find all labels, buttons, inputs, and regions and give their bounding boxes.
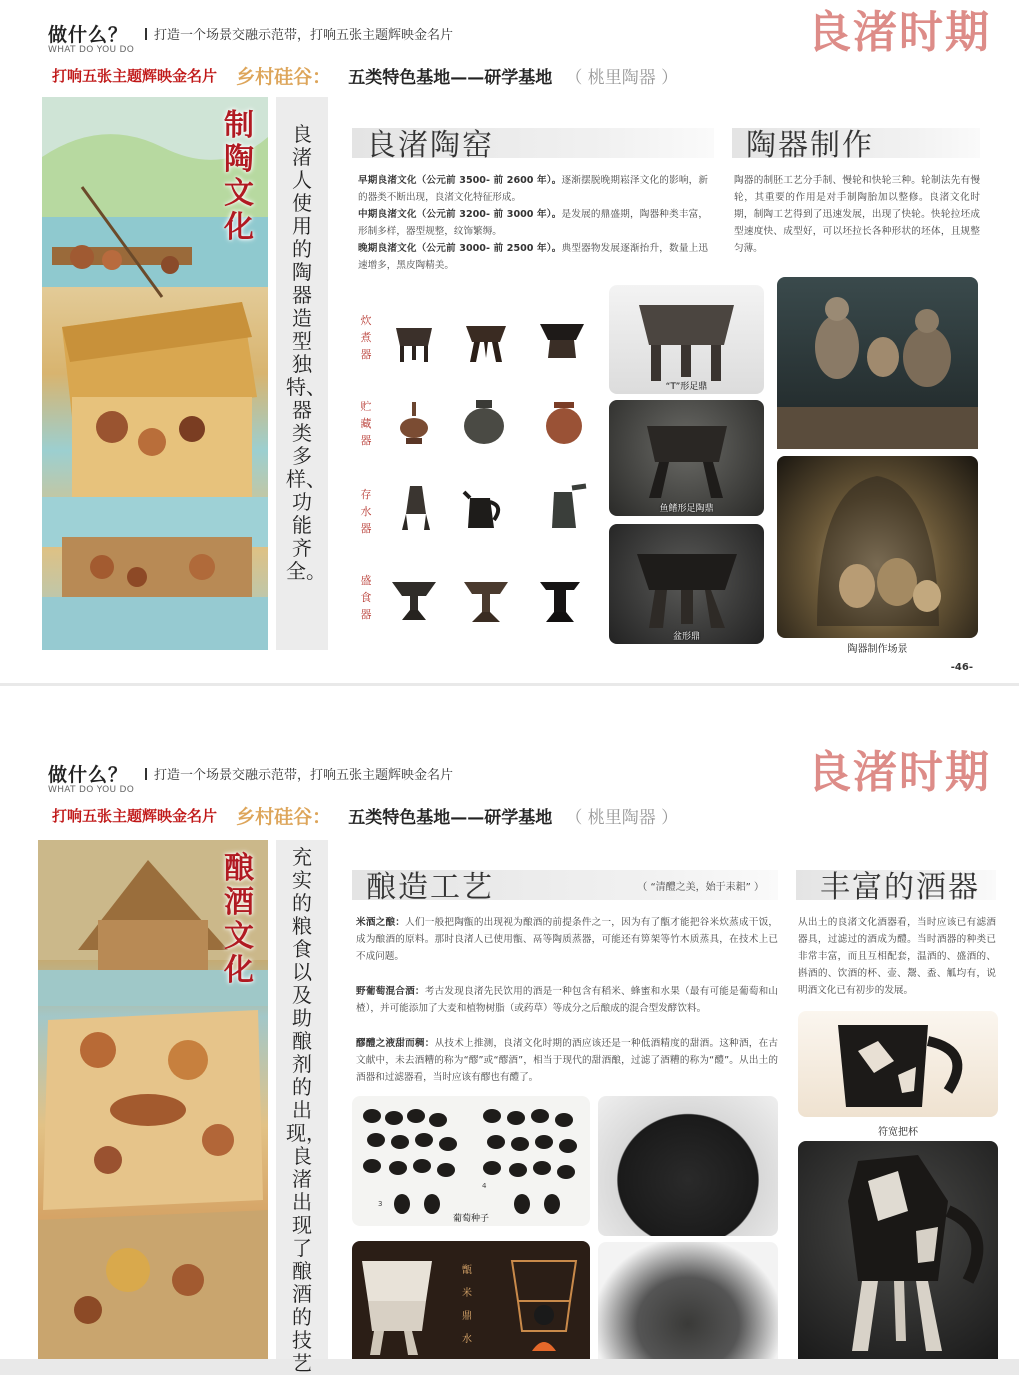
vessel-dou-2 (462, 576, 510, 624)
kiln-section-header (352, 128, 714, 163)
theme-bar-red-2: 打响五张主题辉映金名片 (52, 807, 218, 825)
photo-grain-heap (598, 1242, 778, 1359)
making-description: 陶器的制胚工艺分手制、慢轮和快轮三种。轮制法先有慢轮，其重要的作用是对手制陶胎加以整修。良渚文化时期，制陶工艺得到了迅速发展，出现了快轮。快轮拉坯成型速度快、成型好，可以坯拉长各种形状的坯体，且规整匀薄。 (734, 175, 980, 254)
caption-grape-seeds: 葡萄种子 (452, 1214, 489, 1224)
handle-cup-art (798, 1011, 998, 1117)
kiln-title: 良渚陶窑 (366, 128, 494, 163)
making-title: 陶器制作 (746, 128, 874, 163)
making-section-header (732, 128, 980, 163)
category-storage: 贮藏器 (360, 400, 372, 447)
t-foot-ding-art (609, 285, 764, 394)
kiln-para-late: 晚期良渚文化（公元前 3000- 前 2500 年）。典型器物发展逐渐抬升，数量上迅速增多，黑皮陶精美。 (358, 243, 709, 271)
brew-para-grape-wine: 野葡萄混合酒：考古发现良渚先民饮用的酒是一种包含有稻米、蜂蜜和水果（最有可能是葡萄和山楂），并可能添加了大麦和植物树脂（或药草）等成分之后酿成的混合型发酵饮料。 (356, 986, 778, 1014)
basin-ding-art (609, 524, 764, 644)
diagram-labels: 甑 米 鼎 水 (462, 1265, 472, 1345)
photo-fin-foot-ding (609, 400, 764, 516)
vessel-ding-1 (390, 318, 438, 366)
theme-bar-dark-2: 五类特色基地——研学基地 (348, 808, 553, 828)
brewing-illustration (38, 840, 268, 1359)
page-46 (0, 0, 1019, 683)
vessel-ding-3 (538, 318, 586, 366)
theme-bar-grey-2: （ 桃里陶器 ） (565, 808, 679, 828)
caption-t-foot-ding: “T”形足鼎 (665, 382, 708, 392)
brew-para-rice-wine: 米酒之酿：人们一般把陶甑的出现视为酿酒的前提条件之一，因为有了甑才能把谷米炊蒸成干饭，成为酿酒的原料。那时良渚人已使用甑、鬲等陶质蒸器，可能还有箅架等竹木质蒸具，在技术上已不成问题。 (356, 917, 779, 962)
caption-fin-foot-ding: 鱼鳍形足陶鼎 (659, 504, 714, 514)
brewing-description (356, 914, 778, 1086)
theme-bar-gold-2: 乡村硅谷： (236, 806, 332, 828)
header-tagline: 打造一个场景交融示范带，打响五张主题辉映金名片 (145, 24, 453, 43)
vessels-description: 从出土的良渚文化酒器看，当时应该已有滤酒器具，过滤过的酒成为醴。当时酒器的种类已非常丰富，而且互相配套，温酒的、盛酒的、斟酒的、饮酒的杯、壶、鬶、盉、觚均有，说明酒文化已有初步的发展。 (798, 917, 996, 996)
vessel-jar-2 (460, 398, 508, 446)
period-title: 良渚时期 (807, 7, 991, 58)
brewing-vertical-caption (276, 840, 328, 1375)
pottery-vertical-caption (276, 97, 328, 650)
photo-pottery-figures (777, 277, 978, 449)
category-water: 存水器 (360, 488, 372, 535)
photo-tripod-he (798, 1141, 998, 1359)
header-subtitle: WHAT DO YOU DO (48, 45, 135, 55)
photo-steamer-diagram (352, 1241, 590, 1359)
caption-making-scene: 陶器制作场景 (847, 644, 908, 655)
photo-t-foot-ding (609, 285, 764, 394)
pottery-vertical-text: 良渚人使用的陶器造型独特、器类多样、功能齐全。 (286, 122, 326, 583)
theme-bar-gold: 乡村硅谷： (236, 66, 332, 88)
vessel-dou-3 (536, 576, 584, 624)
photo-pottery-kiln (777, 456, 978, 638)
vessel-ding-2 (462, 318, 510, 366)
pottery-illustration (42, 97, 268, 650)
vessel-gui-1 (542, 484, 590, 532)
header-tagline-2: 打造一个场景交融示范带，打响五张主题辉映金名片 (145, 764, 453, 783)
pottery-culture-title: 制陶文化 (224, 108, 254, 245)
kiln-para-early: 早期良渚文化（公元前 3500- 前 2600 年）。逐渐摆脱晚期崧泽文化的影响，新的器类不断出现，良渚文化特征形成。 (358, 175, 709, 203)
theme-bar-2 (52, 802, 678, 832)
pottery-kiln-art (777, 456, 978, 638)
category-food: 盛食器 (360, 574, 372, 621)
theme-bar-dark: 五类特色基地——研学基地 (348, 68, 553, 88)
caption-basin-ding: 盆形鼎 (672, 632, 700, 642)
grape-seeds-art (352, 1096, 590, 1226)
vessel-jar-3 (540, 400, 588, 448)
photo-handle-cup (798, 1011, 998, 1117)
header-subtitle-2: WHAT DO YOU DO (48, 785, 135, 795)
vessel-he-1 (392, 484, 440, 532)
pottery-figures-art (777, 277, 978, 449)
vessel-dou-1 (390, 576, 438, 624)
brew-para-sweet-wine: 醪醴之液甜而稠：从技术上推测，良渚文化时期的酒应该还是一种低酒精度的甜酒。这种酒，在古文献中，未去酒糟的称为“醪”或“醪酒”，相当于现代的甜酒酿，过滤了酒糟的称为“醴”。从出土的酒器和过滤器看，当时应该有醪也有醴了。 (356, 1038, 779, 1083)
seed-number-3: 3 (378, 1200, 383, 1208)
period-title-2: 良渚时期 (807, 747, 991, 798)
brewing-note: （ “清醴之美，始于耒耜” ） (637, 882, 764, 893)
seed-number-4: 4 (482, 1182, 487, 1190)
header-title: 做什么？ (48, 24, 129, 46)
kiln-description (358, 172, 708, 274)
fin-foot-ding-art (609, 400, 764, 516)
vessel-cup-1 (460, 488, 508, 536)
theme-bar-grey: （ 桃里陶器 ） (565, 68, 679, 88)
vessel-jar-1 (390, 400, 438, 448)
photo-basin-ding (609, 524, 764, 644)
photo-black-grain-dish (598, 1096, 778, 1236)
theme-bar (52, 62, 678, 92)
kiln-para-middle: 中期良渚文化（公元前 3200- 前 3000 年）。是发展的鼎盛期，陶器种类丰富，形制多样，器型规整，纹饰繁缛。 (358, 209, 709, 237)
header-title-2: 做什么？ (48, 764, 129, 786)
caption-handle-cup: 符宽把杯 (878, 1127, 918, 1138)
tripod-he-art (798, 1141, 998, 1359)
theme-bar-red: 打响五张主题辉映金名片 (52, 67, 218, 85)
photo-grape-seeds (352, 1096, 590, 1226)
vessels-title: 丰富的酒器 (820, 870, 980, 905)
brewing-title: 酿造工艺 (366, 870, 494, 905)
page-number: -46- (950, 662, 973, 673)
brewing-section-header (352, 870, 778, 905)
category-cooking: 炊煮器 (360, 314, 372, 361)
vessels-section-header (796, 870, 996, 905)
brewing-culture-title: 酿酒文化 (224, 851, 254, 988)
brewing-vertical-text: 充实的粮食以及助酿剂的出现，良渚出现了酿酒的技艺 (286, 845, 326, 1375)
